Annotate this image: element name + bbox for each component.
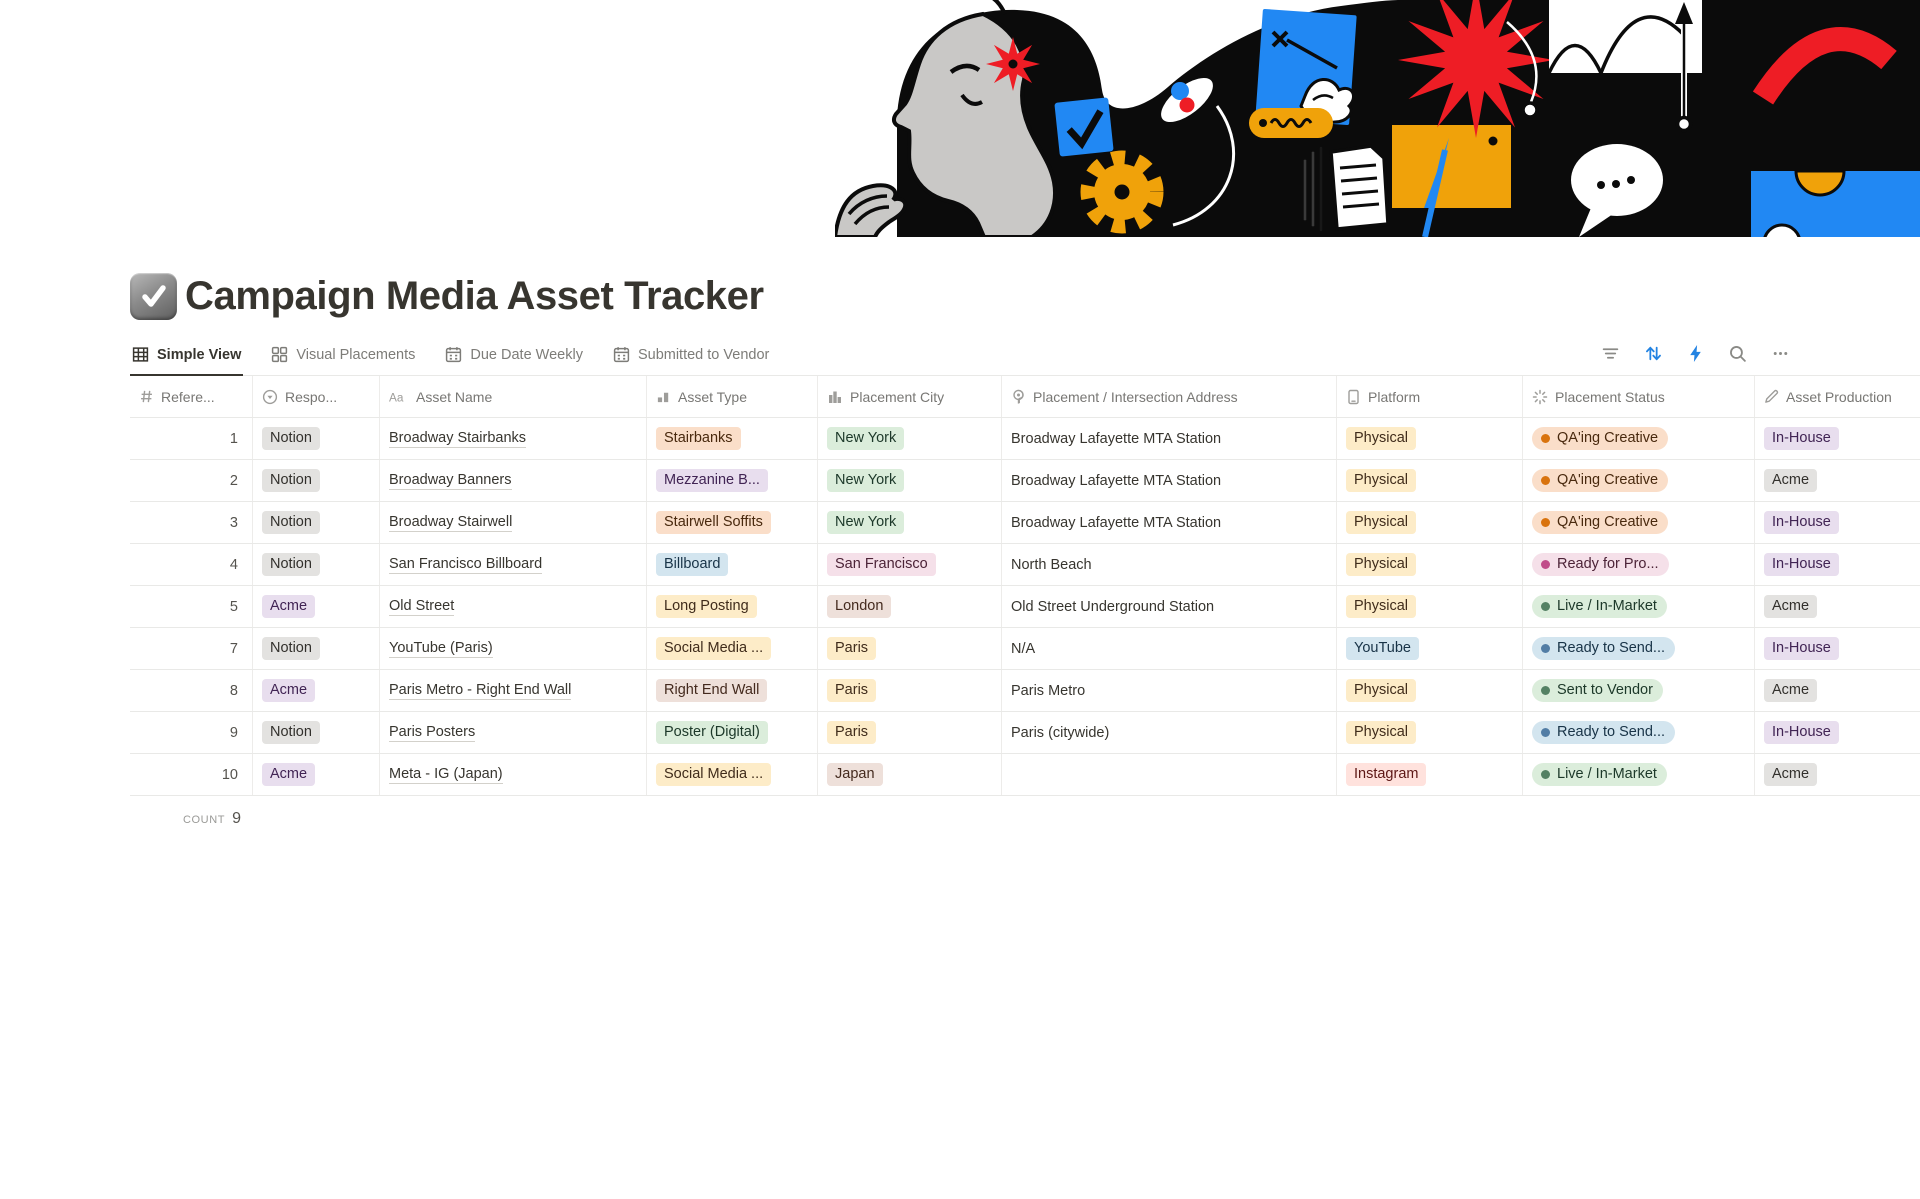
tag: Physical — [1346, 679, 1416, 702]
cell-asset_name[interactable] — [380, 670, 647, 711]
cell-production[interactable] — [1755, 586, 1920, 627]
cell-address[interactable]: Broadway Lafayette MTA Station — [1002, 418, 1337, 459]
status-dot — [1541, 728, 1550, 737]
status-pill — [1532, 679, 1663, 702]
tag: Physical — [1346, 511, 1416, 534]
column-header-asset_name[interactable] — [380, 376, 647, 417]
tag: Physical — [1346, 595, 1416, 618]
tag: Notion — [262, 427, 320, 450]
tag: Acme — [262, 763, 315, 786]
tag: In-House — [1764, 721, 1839, 744]
status-text: Ready to Send... — [1557, 724, 1666, 740]
tag: Instagram — [1346, 763, 1426, 786]
cell-responsible[interactable] — [253, 544, 380, 585]
column-header-platform[interactable] — [1337, 376, 1523, 417]
tag: Notion — [262, 553, 320, 576]
tag: New York — [827, 427, 904, 450]
tag: In-House — [1764, 427, 1839, 450]
cell-responsible[interactable] — [253, 754, 380, 795]
tag: Physical — [1346, 469, 1416, 492]
tag: In-House — [1764, 511, 1839, 534]
cell-status[interactable] — [1523, 544, 1755, 585]
status-pill — [1532, 721, 1675, 744]
tag: Acme — [262, 679, 315, 702]
cell-asset_name[interactable] — [380, 712, 647, 753]
status-pill — [1532, 469, 1668, 492]
cell-city[interactable] — [818, 502, 1002, 543]
cell-reference[interactable]: 3 — [130, 502, 253, 543]
column-header-status[interactable] — [1523, 376, 1755, 417]
tag: Notion — [262, 637, 320, 660]
tag: Stairwell Soffits — [656, 511, 771, 534]
cell-city[interactable] — [818, 712, 1002, 753]
column-header-city[interactable] — [818, 376, 1002, 417]
cell-asset_name[interactable] — [380, 754, 647, 795]
table-icon — [132, 346, 149, 363]
tab-label: Visual Placements — [296, 346, 416, 363]
column-label: Platform — [1368, 388, 1421, 405]
cell-asset_name[interactable] — [380, 586, 647, 627]
column-label: Respo... — [285, 388, 338, 405]
status-text: QA'ing Creative — [1557, 514, 1659, 530]
cell-responsible[interactable] — [253, 460, 380, 501]
tag: Poster (Digital) — [656, 721, 768, 744]
cell-reference[interactable]: 9 — [130, 712, 253, 753]
tag: Physical — [1346, 721, 1416, 744]
cover-image — [0, 0, 1920, 237]
column-header-reference[interactable] — [130, 376, 253, 417]
table-body — [130, 418, 1920, 796]
table-row[interactable] — [130, 670, 1920, 712]
cell-reference[interactable]: 1 — [130, 418, 253, 459]
column-label: Refere... — [161, 388, 215, 405]
tag: Acme — [1764, 763, 1817, 786]
cell-asset_type[interactable] — [647, 460, 818, 501]
cell-production[interactable] — [1755, 670, 1920, 711]
tag: Social Media ... — [656, 637, 771, 660]
asset-name-link[interactable]: Old Street — [389, 597, 455, 614]
cell-city[interactable] — [818, 418, 1002, 459]
status-text: Live / In-Market — [1557, 766, 1657, 782]
table-row[interactable] — [130, 544, 1920, 586]
chart-card — [1549, 0, 1702, 73]
tag: Physical — [1346, 553, 1416, 576]
cell-address[interactable]: Old Street Underground Station — [1002, 586, 1337, 627]
tab-simple-view[interactable] — [130, 339, 243, 376]
column-label: Placement / Intersection Address — [1033, 388, 1238, 405]
status-pill — [1532, 553, 1669, 576]
tag: Physical — [1346, 427, 1416, 450]
tag: Mezzanine B... — [656, 469, 768, 492]
tag: London — [827, 595, 891, 618]
cell-status[interactable] — [1523, 754, 1755, 795]
tag: New York — [827, 469, 904, 492]
svg-text:Aa: Aa — [389, 390, 404, 404]
filter-icon[interactable] — [1601, 344, 1620, 363]
cell-asset_type[interactable] — [647, 418, 818, 459]
view-tabs — [130, 339, 771, 375]
status-dot — [1541, 560, 1550, 569]
status-dot — [1541, 602, 1550, 611]
tab-due-date-weekly[interactable] — [443, 339, 585, 376]
cell-asset_name[interactable] — [380, 460, 647, 501]
select-icon — [262, 389, 278, 405]
cell-responsible[interactable] — [253, 670, 380, 711]
table-row[interactable] — [130, 628, 1920, 670]
database-table — [130, 376, 1920, 842]
status-pill — [1532, 511, 1668, 534]
asset-name-link[interactable]: Paris Posters — [389, 723, 476, 740]
cell-asset_name[interactable] — [380, 544, 647, 585]
column-label: Asset Name — [416, 388, 493, 405]
calendar-icon — [445, 346, 462, 363]
cell-asset_type[interactable] — [647, 712, 818, 753]
count-value: 9 — [232, 810, 241, 827]
tab-label: Due Date Weekly — [470, 346, 583, 363]
cell-asset_type[interactable] — [647, 544, 818, 585]
cell-address[interactable]: Paris (citywide) — [1002, 712, 1337, 753]
gear-icon — [1088, 158, 1156, 226]
cell-platform[interactable] — [1337, 754, 1523, 795]
cell-reference[interactable]: 8 — [130, 670, 253, 711]
table-row[interactable] — [130, 586, 1920, 628]
cell-address[interactable]: Broadway Lafayette MTA Station — [1002, 502, 1337, 543]
tab-submitted-to-vendor[interactable] — [611, 339, 771, 376]
column-label: Placement City — [850, 388, 945, 405]
cell-responsible[interactable] — [253, 586, 380, 627]
status-dot — [1541, 770, 1550, 779]
status-dot — [1541, 434, 1550, 443]
cell-status[interactable] — [1523, 586, 1755, 627]
cell-address[interactable]: North Beach — [1002, 544, 1337, 585]
asset-name-link[interactable]: YouTube (Paris) — [389, 639, 493, 656]
status-dot — [1541, 476, 1550, 485]
automation-icon[interactable] — [1687, 344, 1704, 363]
cell-production[interactable] — [1755, 754, 1920, 795]
cell-status[interactable] — [1523, 460, 1755, 501]
city-icon — [827, 389, 843, 405]
table-header-row — [130, 376, 1920, 418]
cell-responsible[interactable] — [253, 418, 380, 459]
calendar-icon — [613, 346, 630, 363]
cell-address[interactable]: N/A — [1002, 628, 1337, 669]
status-text: Ready to Send... — [1557, 640, 1666, 656]
cell-reference[interactable]: 5 — [130, 586, 253, 627]
red-star-icon — [986, 37, 1040, 91]
tag: Acme — [1764, 469, 1817, 492]
cell-city[interactable] — [818, 670, 1002, 711]
cell-asset_type[interactable] — [647, 502, 818, 543]
squiggle-pill-icon — [1249, 108, 1333, 138]
tag: Notion — [262, 721, 320, 744]
chart-icon — [656, 389, 671, 404]
cell-address[interactable]: Broadway Lafayette MTA Station — [1002, 460, 1337, 501]
status-dot — [1541, 686, 1550, 695]
tab-label: Simple View — [157, 346, 242, 363]
table-row[interactable] — [130, 754, 1920, 796]
page-title[interactable]: Campaign Media Asset Tracker — [185, 274, 764, 318]
table-row[interactable] — [130, 460, 1920, 502]
cell-platform[interactable] — [1337, 712, 1523, 753]
status-text: Sent to Vendor — [1557, 682, 1653, 698]
table-row[interactable] — [130, 418, 1920, 460]
cell-asset_name[interactable] — [380, 628, 647, 669]
cell-reference[interactable]: 4 — [130, 544, 253, 585]
tag: Social Media ... — [656, 763, 771, 786]
tag: Stairbanks — [656, 427, 741, 450]
tag: Paris — [827, 679, 876, 702]
page-icon-checkbox-emoji[interactable] — [130, 273, 177, 320]
tab-visual-placements[interactable] — [269, 339, 417, 376]
column-header-production[interactable] — [1755, 376, 1920, 417]
cell-city[interactable] — [818, 544, 1002, 585]
cell-production[interactable] — [1755, 502, 1920, 543]
cell-city[interactable] — [818, 460, 1002, 501]
tag: Paris — [827, 637, 876, 660]
status-dot — [1541, 644, 1550, 653]
cell-platform[interactable] — [1337, 544, 1523, 585]
tag: Acme — [1764, 679, 1817, 702]
status-text: Ready for Pro... — [1557, 556, 1659, 572]
view-tab-bar — [130, 339, 1920, 376]
asset-name-link[interactable]: Broadway Banners — [389, 471, 512, 488]
cell-asset_type[interactable] — [647, 754, 818, 795]
count-row — [130, 796, 1920, 842]
status-text: QA'ing Creative — [1557, 430, 1659, 446]
asset-name-link[interactable]: Meta - IG (Japan) — [389, 765, 503, 782]
status-text: QA'ing Creative — [1557, 472, 1659, 488]
cell-responsible[interactable] — [253, 712, 380, 753]
tag: In-House — [1764, 637, 1839, 660]
cell-production[interactable] — [1755, 628, 1920, 669]
tag: Notion — [262, 511, 320, 534]
cell-production[interactable] — [1755, 418, 1920, 459]
status-pill — [1532, 637, 1675, 660]
cell-status[interactable] — [1523, 502, 1755, 543]
cell-production[interactable] — [1755, 460, 1920, 501]
cell-reference[interactable]: 10 — [130, 754, 253, 795]
cell-asset_type[interactable] — [647, 628, 818, 669]
cell-responsible[interactable] — [253, 628, 380, 669]
cell-city[interactable] — [818, 754, 1002, 795]
status-icon — [1532, 389, 1548, 405]
device-icon — [1346, 389, 1361, 405]
check-glyph — [139, 281, 169, 311]
cell-asset_type[interactable] — [647, 670, 818, 711]
cell-platform[interactable] — [1337, 502, 1523, 543]
cell-production[interactable] — [1755, 544, 1920, 585]
count-calculation[interactable] — [130, 810, 253, 828]
tag: In-House — [1764, 553, 1839, 576]
tag: San Francisco — [827, 553, 936, 576]
asset-name-link[interactable]: San Francisco Billboard — [389, 555, 543, 572]
puzzle-icon — [1751, 171, 1920, 237]
cell-asset_type[interactable] — [647, 586, 818, 627]
gallery-icon — [271, 346, 288, 363]
cell-asset_name[interactable] — [380, 418, 647, 459]
column-header-responsible[interactable] — [253, 376, 380, 417]
table-toolbar — [1601, 344, 1790, 375]
tab-label: Submitted to Vendor — [637, 346, 770, 363]
search-icon[interactable] — [1728, 344, 1747, 363]
checkbox-icon — [1054, 97, 1113, 156]
cell-responsible[interactable] — [253, 502, 380, 543]
title-icon — [389, 390, 409, 404]
cell-address[interactable]: Paris Metro — [1002, 670, 1337, 711]
tag: YouTube — [1346, 637, 1419, 660]
window-icon — [1255, 9, 1356, 125]
count-label: COUNT — [182, 814, 226, 826]
tag: Acme — [1764, 595, 1817, 618]
tag: Japan — [827, 763, 883, 786]
asset-name-link[interactable]: Broadway Stairwell — [389, 513, 513, 530]
cell-reference[interactable]: 2 — [130, 460, 253, 501]
tag: Right End Wall — [656, 679, 767, 702]
tag: Notion — [262, 469, 320, 492]
column-label: Placement Status — [1555, 388, 1665, 405]
more-icon[interactable] — [1771, 344, 1790, 363]
asset-name-link[interactable]: Broadway Stairbanks — [389, 429, 527, 446]
table-row[interactable] — [130, 502, 1920, 544]
tag: Long Posting — [656, 595, 757, 618]
cell-platform[interactable] — [1337, 670, 1523, 711]
cell-address[interactable] — [1002, 754, 1337, 795]
cell-platform[interactable] — [1337, 628, 1523, 669]
status-pill — [1532, 595, 1667, 618]
sort-icon[interactable] — [1644, 344, 1663, 363]
cell-status[interactable] — [1523, 418, 1755, 459]
cell-city[interactable] — [818, 628, 1002, 669]
tag: Acme — [262, 595, 315, 618]
column-label: Asset Type — [678, 388, 748, 405]
column-label: Asset Production — [1786, 388, 1892, 405]
page-header — [130, 267, 1920, 325]
status-pill — [1532, 763, 1667, 786]
table-row[interactable] — [130, 712, 1920, 754]
tag: Billboard — [656, 553, 728, 576]
number-icon — [139, 389, 154, 404]
column-header-address[interactable] — [1002, 376, 1337, 417]
cell-status[interactable] — [1523, 712, 1755, 753]
status-dot — [1541, 518, 1550, 527]
asset-name-link[interactable]: Paris Metro - Right End Wall — [389, 681, 572, 698]
cell-platform[interactable] — [1337, 418, 1523, 459]
column-header-asset_type[interactable] — [647, 376, 818, 417]
cell-reference[interactable]: 7 — [130, 628, 253, 669]
cell-status[interactable] — [1523, 670, 1755, 711]
pin-icon — [1011, 389, 1026, 405]
cell-production[interactable] — [1755, 712, 1920, 753]
cell-platform[interactable] — [1337, 460, 1523, 501]
cell-asset_name[interactable] — [380, 502, 647, 543]
tag: Paris — [827, 721, 876, 744]
cell-city[interactable] — [818, 586, 1002, 627]
tag: New York — [827, 511, 904, 534]
cover-illustration — [835, 0, 1920, 237]
status-pill — [1532, 427, 1668, 450]
cell-platform[interactable] — [1337, 586, 1523, 627]
status-text: Live / In-Market — [1557, 598, 1657, 614]
pen-icon — [1764, 389, 1779, 404]
cell-status[interactable] — [1523, 628, 1755, 669]
